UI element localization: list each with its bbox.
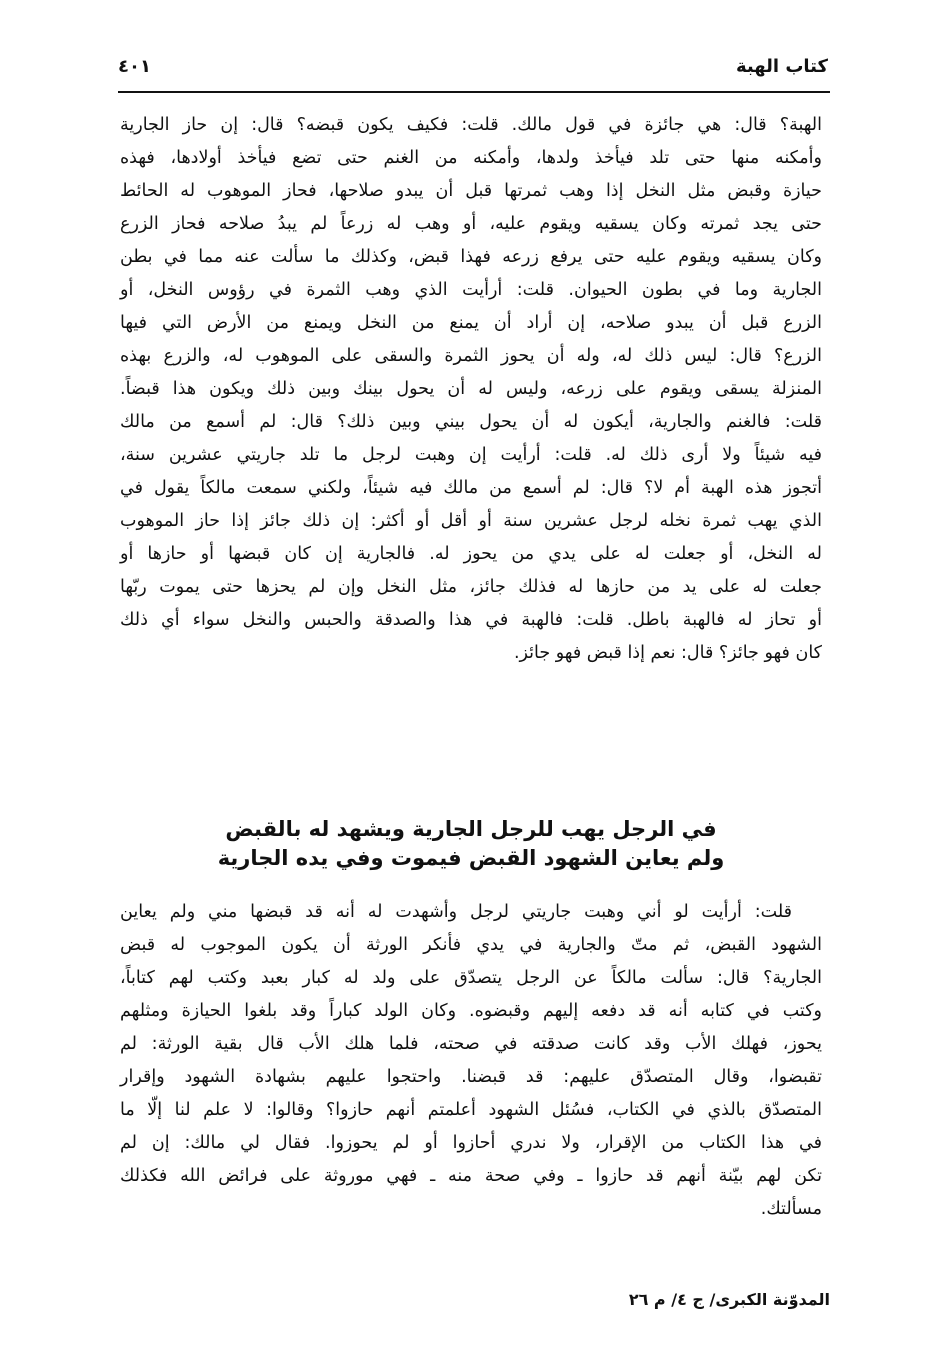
- paragraph-2: [120, 896, 822, 1226]
- text-line: وأمكنه منها حتى تلد فيأخذ ولدها، وأمكنه من الغنم حتى تضع فيأخذ أولادها، فهذه: [120, 148, 822, 168]
- text-line: مسألتك.: [760, 1199, 822, 1219]
- footer-signature: المدوّنة الكبرى/ ج ٤/ م ٢٦: [628, 1290, 830, 1309]
- text-line: حتى يجد ثمرته وكان يسقيه ويقوم عليه، أو وهب له زرعاً لم يبدُ صلاحه فحاز الزرع: [120, 214, 822, 234]
- text-line: كان فهو جائز؟ قال: نعم إذا قبض فهو جائز.: [513, 643, 822, 663]
- section-heading-line-1: في الرجل يهب للرجل الجارية ويشهد له بالقبض: [225, 817, 717, 841]
- text-line: الزرع قبل أن يبدو صلاحه، إن أراد أن يمنع من النخل ويمنع من الأرض التي فيها: [120, 313, 822, 333]
- text-line: تكن لهم بيّنة أنهم قد حازوا ـ وفي صحة منه ـ فهي موروثة على فرائض الله فكذلك: [120, 1166, 822, 1186]
- text-line: قلت: أرأيت لو أني وهبت جاريتي لرجل وأشهدت له أنه قد قبضها مني ولم يعاين: [120, 902, 792, 922]
- text-line: المتصدّق بالذي في الكتاب، فسُئل الشهود أعلمتم أنهم حازوا؟ وقالوا: لا علم لنا إلّا ما: [120, 1100, 822, 1120]
- text-line: فيه شيئاً ولا أرى ذلك له. قلت: أرأيت إن وهبت لرجل ما تلد جاريتي عشرين سنة،: [120, 445, 822, 465]
- text-line: يحوز، فهلك الأب وقد كانت صدقته في صحته، فلما هلك الأب قال بقية الورثة: لم: [120, 1034, 822, 1054]
- text-line: الشهود القبض، ثم متّ والجارية في يدي فأنكر الورثة أن يكون الموجوب له قبض: [120, 935, 822, 955]
- text-line: جعلت له على يد من حازها له فذلك جائز، مثل النخل وإن لم يحزها حتى يموت ربّها: [120, 577, 822, 597]
- text-line: في هذا الكتاب من الإقرار، ولا ندري أحازوا أو لم يحوزوا. فقال لي مالك: إن لم: [120, 1133, 822, 1153]
- paragraph-1: [120, 109, 822, 670]
- text-line: المنزلة يسقى ويقوم على زرعه، وليس له أن يحول بينك وبين ذلك ويكون هذا قبضاً.: [120, 379, 822, 399]
- book-section-title: كتاب الهبة: [735, 56, 828, 77]
- text-line: أو تحاز له فالهبة باطل. قلت: فالهبة في هذا والصدقة والحبس والنخل سواء أي ذلك: [120, 610, 822, 630]
- text-line: الجارية؟ قال: سألت مالكاً عن الرجل يتصدّق على ولد له كبار بعبد وكتب لهم كتاباً،: [120, 968, 822, 988]
- text-line: الذي يهب ثمرة نخله لرجل عشرين سنة أو أقل أو أكثر: إن ذلك جائز إذا حاز الموهوب: [120, 511, 822, 531]
- text-line: الجارية وما في بطون الحيوان. قلت: أرأيت الذي وهب الثمرة في رؤوس النخل، أو: [120, 280, 822, 300]
- text-line: أتجوز هذه الهبة أم لا؟ قال: لم أسمع من مالك فيه شيئاً، ولكني سمعت مالكاً يقول في: [120, 478, 822, 498]
- text-line: وكتب في كتابه أنه قد دفعه إليهم وقبضوه. وكان الولد كباراً وقد بلغوا الحيازة ومثلهم: [120, 1001, 822, 1021]
- header-rule: [118, 91, 830, 93]
- text-line: الهبة؟ قال: هي جائزة في قول مالك. قلت: فكيف يكون قبضه؟ قال: إن حاز الجارية: [120, 115, 822, 135]
- page-number: ٤٠١: [118, 56, 151, 77]
- text-line: وكان يسقيه ويقوم عليه حتى يرفع زرعه فهذا قبض، وكذلك ما سألت عنه مما في بطن: [120, 247, 822, 267]
- text-line: تقبضوا، وقال المتصدّق عليهم: قد قبضنا. واحتجوا عليهم بشهادة الشهود وإقرار: [120, 1067, 822, 1087]
- running-header: [118, 56, 828, 84]
- text-line: له النخل، أو جعلت له على يدي من يحوز له. فالجارية إن كان قبضها أو حازها أو: [120, 544, 822, 564]
- text-line: حيازة وقبض مثل النخل إذا وهب ثمرتها قبل أن يبدو صلاحها، فحاز الموهوب له الحائط: [120, 181, 822, 201]
- text-line: قلت: فالغنم والجارية، أيكون له أن يحول بيني وبين ذلك؟ قال: لم أسمع من مالك: [120, 412, 822, 432]
- section-heading-line-2: ولم يعاين الشهود القبض فيموت وفي يده الجارية: [217, 846, 725, 870]
- text-line: الزرع؟ قال: ليس ذلك له، وله أن يحوز الثمرة والسقى على الموهوب له، والزرع بهذه: [120, 346, 822, 366]
